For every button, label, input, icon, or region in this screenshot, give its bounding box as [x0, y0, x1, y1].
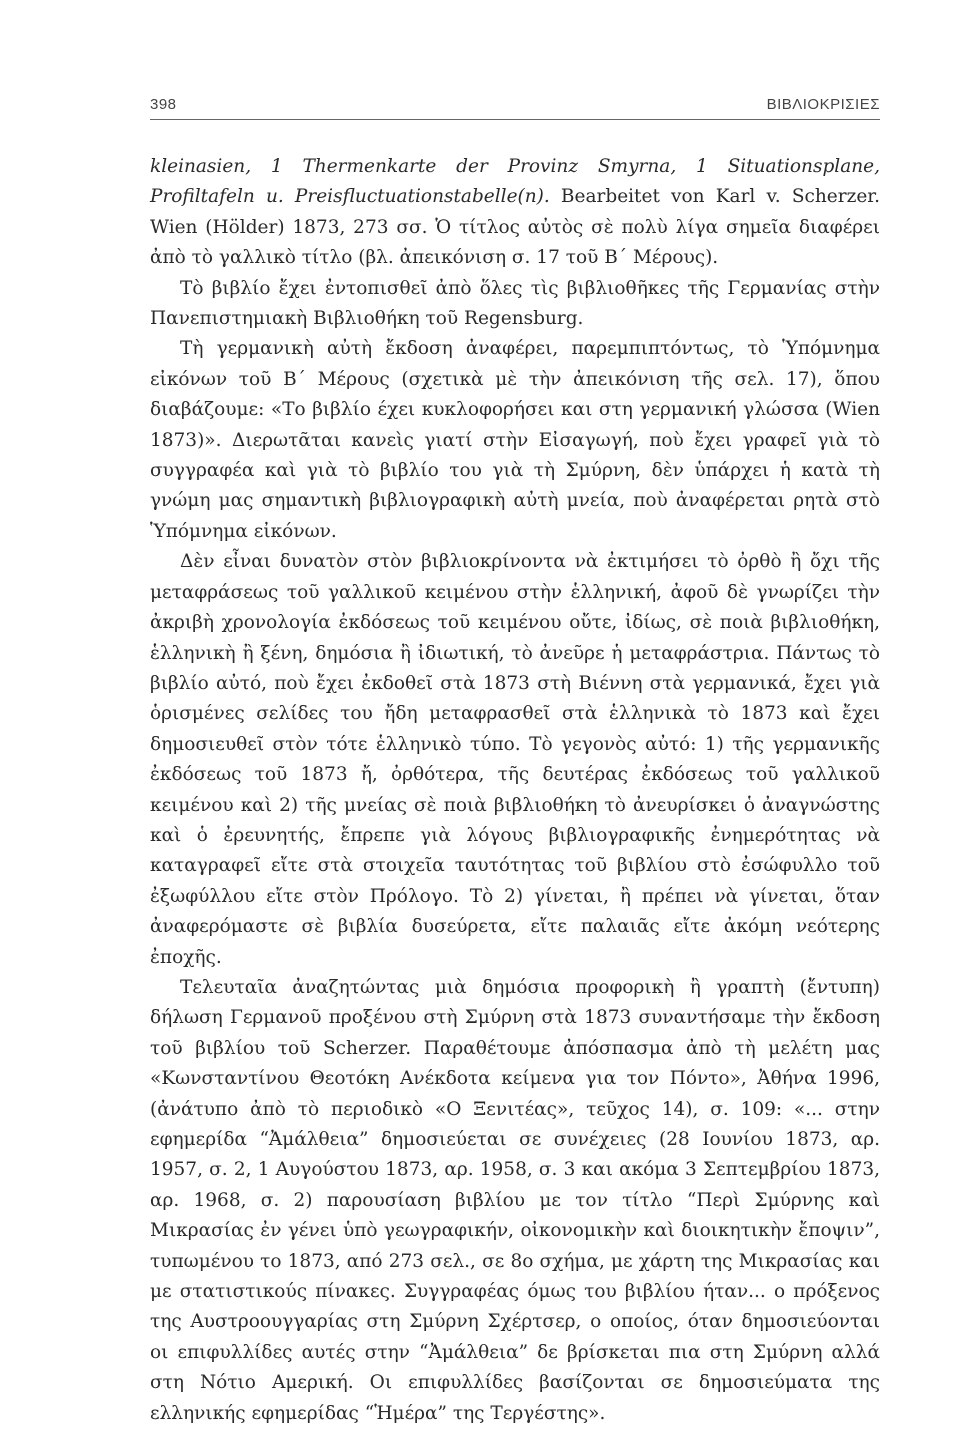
- paragraph: [150, 152, 880, 274]
- paragraph: Τὴ γερμανικὴ αὐτὴ ἔκδοση ἀναφέρει, παρεμπιπτόντως, τὸ Ὑπόμνημα εἰκόνων τοῦ Β΄ Μέρους (σχετικὰ μὲ τὴν ἀπεικόνιση τῆς σελ. 17), ὅπου διαβάζουμε: «Το βιβλίο έχει κυκλοφορήσει και στη γερμανική γλώσσα (Wien 1873)». Διερωτᾶται κανεὶς γιατί στὴν Εἰσαγωγή, ποὺ ἔχει γραφεῖ γιὰ τὸ συγγραφέα καὶ γιὰ τὸ βιβλίο του γιὰ τὴ Σμύρνη, δὲν ὑπάρχει ἡ κατὰ τὴ γνώμη μας σημαντικὴ βιβλιογραφικὴ αὐτὴ μνεία, ποὺ ἀναφέρεται ρητὰ στὸ Ὑπόμνημα εἰκόνων.: [150, 338, 880, 542]
- paragraph: Τὸ βιβλίο ἔχει ἐντοπισθεῖ ἀπὸ ὅλες τὶς βιβλιοθῆκες τῆς Γερμανίας στὴν Πανεπιστημιακὴ Βιβλιοθήκη τοῦ Regensburg.: [150, 277, 880, 330]
- header-divider: [150, 119, 880, 120]
- running-header: [150, 96, 880, 118]
- paragraph: Τελευταῖα ἀναζητώντας μιὰ δημόσια προφορικὴ ἢ γραπτὴ (ἔντυπη) δήλωση Γερμανοῦ προξένου στὴ Σμύρνη στὰ 1873 συναντήσαμε τὴν ἔκδοση τοῦ βιβλίου τοῦ Scherzer. Παραθέτουμε ἀπόσπασμα ἀπὸ τὴ μελέτη μας «Κωνσταντίνου Θεοτόκη Ανέκδοτα κείμενα για τον Πόντο», Ἀθήνα 1996, (ἀνάτυπο ἀπὸ τὸ περιοδικὸ «Ο Ξενιτέας», τεῦχος 14), σ. 109: «... στην εφημερίδα “Ἀμάλθεια” δημοσιεύεται σε συνέχειες (28 Ιουνίου 1873, αρ. 1957, σ. 2, 1 Αυγούστου 1873, αρ. 1958, σ. 3 και ακόμα 3 Σεπτεμβρίου 1873, αρ. 1968, σ. 2) παρουσίαση βιβλίου με τον τίτλο “Περὶ Σμύρνης καὶ Μικρασίας ἐν γένει ὑπὸ γεωγραφικήν, οἰκονομικὴν καὶ διοικητικὴν ἔποψιν”, τυπωμένου το 1873, από 273 σελ., σε 8ο σχήμα, με χάρτη της Μικρασίας και με στατιστικούς πίνακες. Συγγραφέας όμως του βιβλίου ήταν... ο πρόξενος της Αυστροουγγαρίας στη Σμύρνη Σχέρτσερ, ο οποίος, όταν δημοσιεύονται οι επιφυλλίδες αυτές στην “Ἀμάλθεια” δε βρίσκεται πια στη Σμύρνη αλλά στη Νότιο Αμερική. Οι επιφυλλίδες βασίζονται σε δημοσιεύματα της ελληνικής εφημερίδας “Ἡμέρα” της Τεργέστης».: [150, 976, 880, 1424]
- paragraph-text: Bearbeitet von Karl v. Scherzer. Wien (Hölder) 1873, 273 σσ. Ὁ τίτλος αὐτὸς σὲ πολὺ λίγα σημεῖα διαφέρει ἀπὸ τὸ γαλλικὸ τίτλο (βλ. ἀπεικόνιση σ. 17 τοῦ Β΄ Μέρους).: [150, 186, 880, 269]
- body-text: [150, 152, 880, 1429]
- italic-title-fragment: kleinasien, 1 Thermenkarte der Provinz Smyrna, 1 Situationsplane, Profiltafeln u. Preisfluctuationstabelle(n).: [150, 156, 880, 208]
- page-number: 398: [150, 96, 177, 113]
- section-title: ΒΙΒΛΙΟΚΡΙΣΙΕΣ: [766, 96, 880, 113]
- paragraph: Δὲν εἶναι δυνατὸν στὸν βιβλιοκρίνοντα νὰ ἐκτιμήσει τὸ ὀρθὸ ἢ ὄχι τῆς μεταφράσεως τοῦ γαλλικοῦ κειμένου στὴν ἑλληνική, ἀφοῦ δὲ γνωρίζει τὴν ἀκριβὴ χρονολογία ἐκδόσεως τοῦ κειμένου οὔτε, ἰδίως, σὲ ποιὰ βιβλιοθήκη, ἑλληνικὴ ἢ ξένη, δημόσια ἢ ἰδιωτική, τὸ ἀνεῦρε ἡ μεταφράστρια. Πάντως τὸ βιβλίο αὐτό, ποὺ ἔχει ἐκδοθεῖ στὰ 1873 στὴ Βιέννη στὰ γερμανικά, ἔχει γιὰ ὁρισμένες σελίδες του ἤδη μεταφρασθεῖ στὰ ἑλληνικὰ τὸ 1873 καὶ ἔχει δημοσιευθεῖ στὸν τότε ἑλληνικὸ τύπο. Τὸ γεγονὸς αὐτό: 1) τῆς γερμανικῆς ἐκδόσεως τοῦ 1873 ἤ, ὀρθότερα, τῆς δευτέρας ἐκδόσεως τοῦ γαλλικοῦ κειμένου καὶ 2) τῆς μνείας σὲ ποιὰ βιβλιοθήκη τὸ ἀνευρίσκει ὁ ἀναγνώστης καὶ ὁ ἐρευνητής, ἔπρεπε γιὰ λόγους βιβλιογραφικῆς ἐνημερότητας νὰ καταγραφεῖ εἴτε στὰ στοιχεῖα ταυτότητας τοῦ βιβλίου στὸ ἐσώφυλλο τοῦ ἐξωφύλλου εἴτε στὸν Πρόλογο. Τὸ 2) γίνεται, ἢ πρέπει νὰ γίνεται, ὅταν ἀναφερόμαστε σὲ βιβλία δυσεύρετα, εἴτε παλαιᾶς εἴτε ἀκόμη νεότερης ἐποχῆς.: [150, 551, 880, 968]
